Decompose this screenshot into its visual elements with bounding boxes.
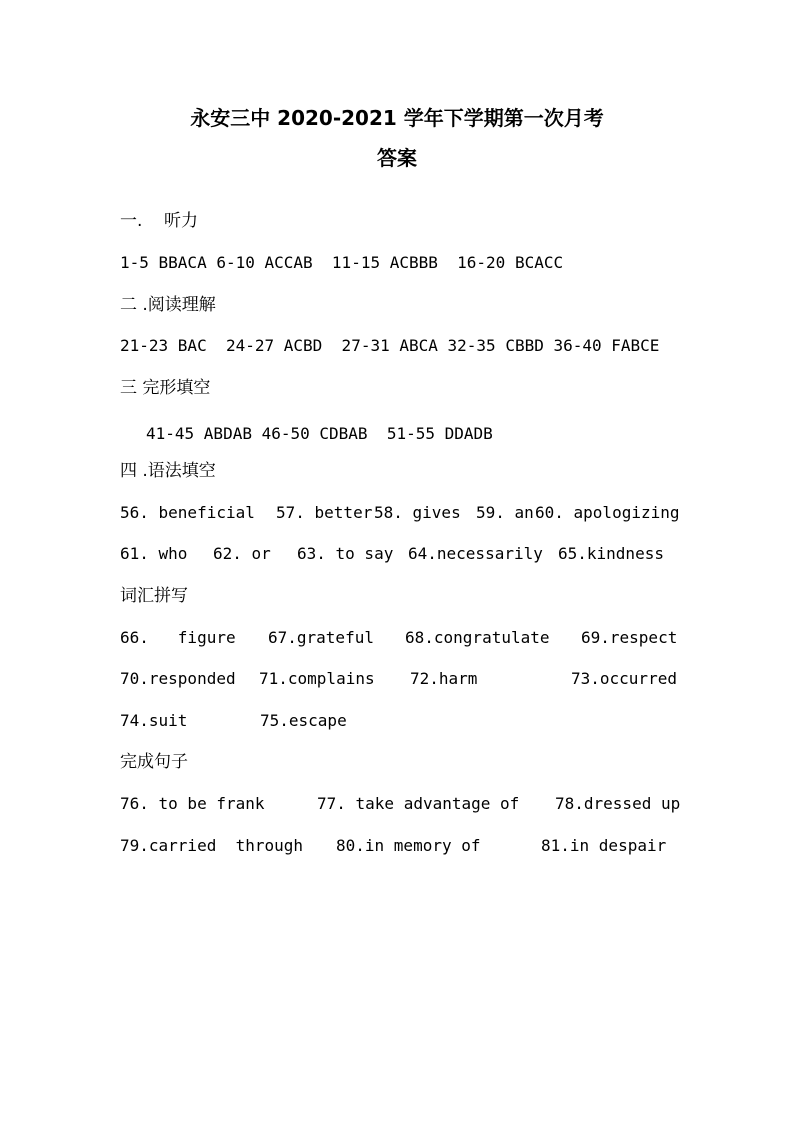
- section-heading-vocabulary: 词汇拼写: [120, 586, 188, 606]
- section-heading-grammar: 四 .语法填空: [120, 461, 216, 481]
- answer-item: 75.escape: [260, 711, 347, 730]
- answer-item: 65.kindness: [558, 544, 664, 563]
- section-heading-cloze: 三 完形填空: [120, 378, 211, 398]
- section-heading-sentences: 完成句子: [120, 752, 188, 772]
- answer-item: 57. better: [276, 503, 373, 522]
- answer-item: 60. apologizing: [535, 503, 680, 522]
- answer-item: 56. beneficial: [120, 503, 255, 522]
- answer-item: 81.in despair: [541, 836, 667, 855]
- answer-item: 68.congratulate: [405, 628, 550, 647]
- answer-item: 77. take advantage of: [317, 794, 520, 813]
- answer-item: 67.grateful: [268, 628, 374, 647]
- answer-item: 63. to say: [297, 544, 394, 563]
- answer-item: 59. an: [476, 503, 534, 522]
- answer-item: 79.carried through: [120, 836, 304, 855]
- answer-item: 71.complains: [259, 669, 375, 688]
- answer-item: 66. figure: [120, 628, 236, 647]
- cloze-answers: 41-45 ABDAB 46-50 CDBAB 51-55 DDADB: [146, 424, 493, 443]
- answer-item: 73.occurred: [571, 669, 677, 688]
- answer-item: 64.necessarily: [408, 544, 543, 563]
- answer-item: 62. or: [213, 544, 271, 563]
- answer-item: 74.suit: [120, 711, 188, 730]
- answer-item: 78.dressed up: [555, 794, 681, 813]
- answer-item: 76. to be frank: [120, 794, 265, 813]
- answer-item: 61. who: [120, 544, 188, 563]
- answer-item: 70.responded: [120, 669, 236, 688]
- answer-item: 58. gives: [374, 503, 461, 522]
- page-subtitle: 答案: [377, 146, 417, 170]
- section-heading-reading: 二 .阅读理解: [120, 295, 216, 315]
- answer-item: 69.respect: [581, 628, 678, 647]
- answer-item: 72.harm: [410, 669, 478, 688]
- page-title: 永安三中 2020-2021 学年下学期第一次月考: [190, 106, 604, 130]
- section-heading-listening: 一. 听力: [120, 211, 199, 231]
- listening-answers: 1-5 BBACA 6-10 ACCAB 11-15 ACBBB 16-20 BCACC: [120, 253, 564, 272]
- answer-item: 80.in memory of: [336, 836, 481, 855]
- reading-answers: 21-23 BAC 24-27 ACBD 27-31 ABCA 32-35 CBBD 36-40 FABCE: [120, 336, 660, 355]
